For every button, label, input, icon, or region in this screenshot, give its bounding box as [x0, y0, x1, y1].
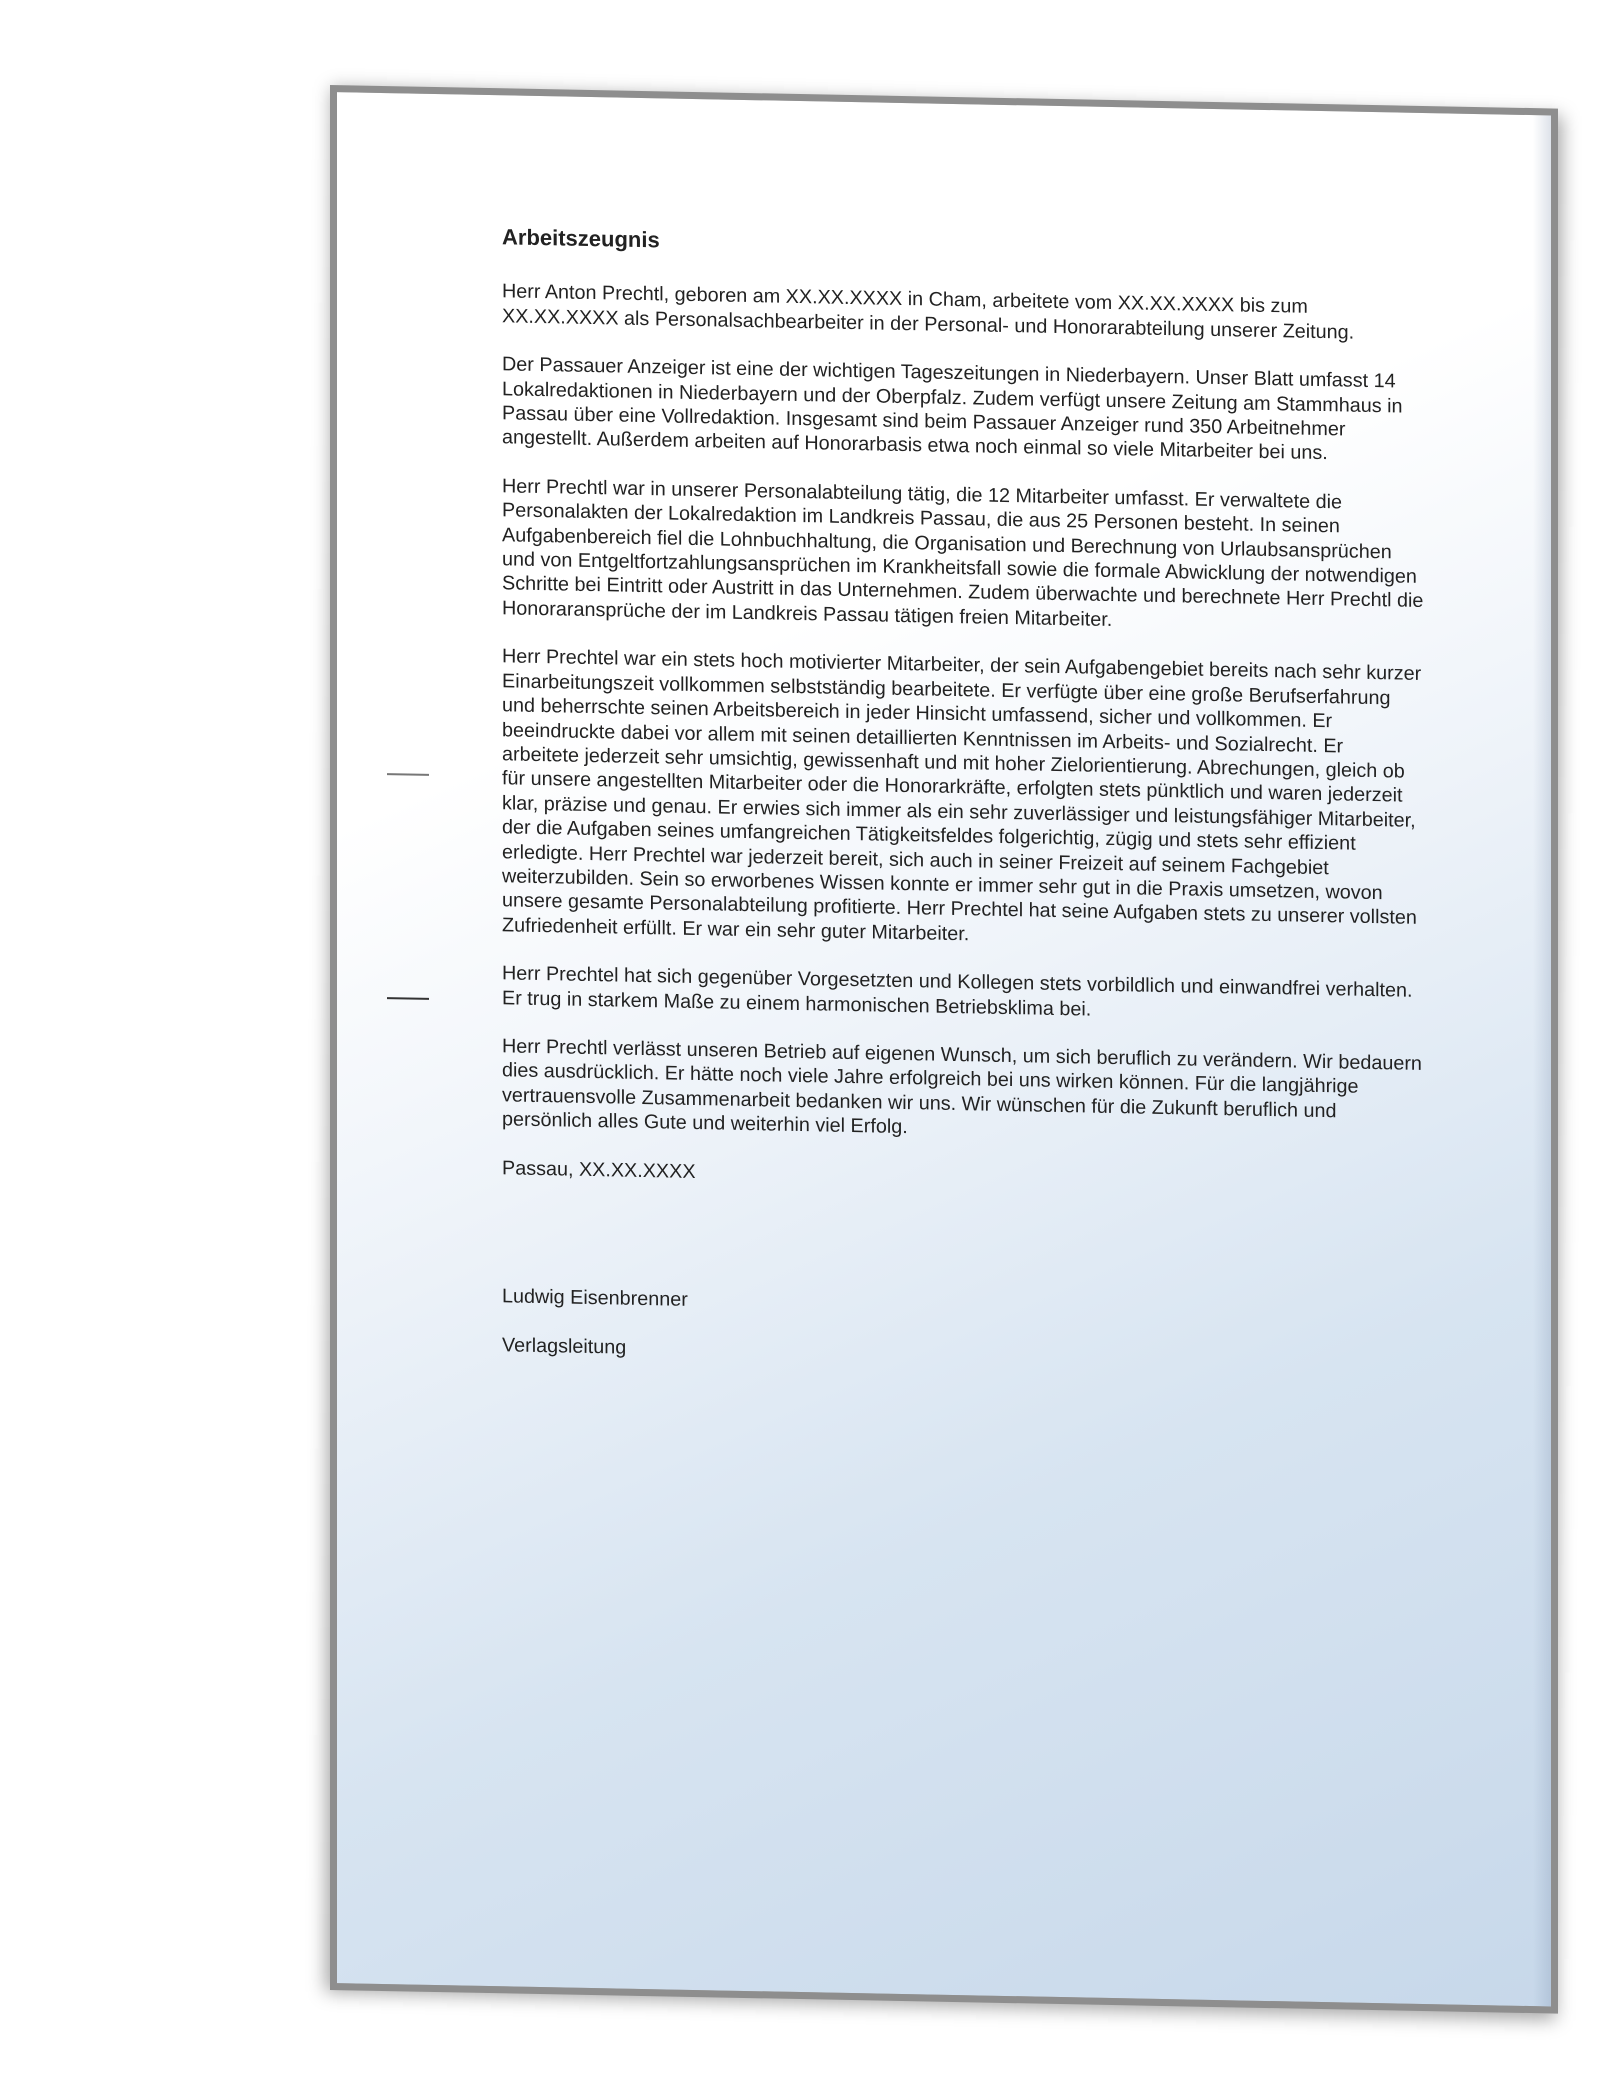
document-page: [330, 85, 1558, 2014]
punch-mark: [387, 997, 429, 1000]
document-body: [502, 225, 1462, 1400]
paragraph-performance: Herr Prechtel war ein stets hoch motivierter Mitarbeiter, der sein Aufgabengebiet bereits nach sehr kurzer Einarbeitungszeit vollkommen selbstständig bearbeitete. Er verfügte über eine große Berufserfahrung und beherrschte seinen Arbeitsbereich in jeder Hinsicht umfassend, sicher und vollkommen. Er beeindruckte dabei vor allem mit seinen detaillierten Kenntnissen im Arbeits- und Sozialrecht. Er arbeitete jederzeit sehr umsichtig, gewissenhaft und mit hoher Zielorientierung. Abrechungen, gleich ob für unsere angestellten Mitarbeiter oder die Honorarkräfte, erfolgten stets pünktlich und waren jederzeit klar, präzise und genau. Er erwies sich immer als ein sehr zuverlässiger und leistungsfähiger Mitarbeiter, der die Aufgaben seines umfangreichen Tätigkeitsfeldes folgerichtig, zügig und stets sehr effizient erledigte. Herr Prechtel war jederzeit bereit, sich auch in seiner Freizeit auf seinem Fachgebiet weiterzubilden. Sein so erworbenes Wissen konnte er immer sehr gut in die Praxis umsetzen, wovon unsere gesamte Personalabteilung profitierte. Herr Prechtel hat seine Aufgaben stets zu unserer vollsten Zufriedenheit erfüllt. Er war ein sehr guter Mitarbeiter.: [502, 645, 1422, 946]
paragraph-conduct: Herr Prechtel hat sich gegenüber Vorgesetzten und Kollegen stets vorbildlich und einwandfrei verhalten. Er trug in starkem Maße zu einem harmonischen Betriebsklima bei.: [502, 962, 1413, 1021]
paragraph-farewell: Herr Prechtl verlässt unseren Betrieb auf eigenen Wunsch, um sich beruflich zu verändern. Wir bedauern dies ausdrücklich. Er hätte noch viele Jahre erfolgreich bei uns wirken können. Für die langjährige vertrauensvolle Zusammenarbeit bedanken wir uns. Wir wünschen für die Zukunft beruflich und persönlich alles Gute und weiterhin viel Erfolg.: [502, 1035, 1422, 1139]
paragraph-company: Der Passauer Anzeiger ist eine der wichtigen Tageszeitungen in Niederbayern. Unser Blatt umfasst 14 Lokalredaktionen in Niederbayern und der Oberpfalz. Zudem verfügt unsere Zeitung am Stammhaus in Passau über eine Vollredaktion. Insgesamt sind beim Passauer Anzeiger rund 350 Arbeitnehmer angestellt. Außerdem arbeiten auf Honorarbasis etwa noch einmal so viele Mitarbeiter bei uns.: [502, 353, 1403, 465]
fold-mark: [387, 773, 429, 776]
document-title: Arbeitszeugnis: [502, 224, 660, 253]
place-date: Passau, XX.XX.XXXX: [502, 1156, 696, 1183]
signature-block: [502, 1260, 1462, 1400]
signature-name: Ludwig Eisenbrenner: [502, 1285, 688, 1312]
paragraph-employment: Herr Anton Prechtl, geboren am XX.XX.XXXX in Cham, arbeitete vom XX.XX.XXXX bis zum XX.XX.XXXX als Personalsachbearbeiter in der Personal- und Honorarabteilung unserer Zeitung.: [502, 280, 1355, 344]
paragraph-duties: Herr Prechtl war in unserer Personalabteilung tätig, die 12 Mitarbeiter umfasst. Er verwaltete die Personalakten der Lokalredaktion im Landkreis Passau, die aus 25 Personen besteht. In seinen Aufgabenbereich fiel die Lohnbuchhaltung, die Organisation und Berechnung von Urlaubsansprüchen und von Entgeltfortzahlungsansprüchen im Krankheitsfall sowie die formale Abwicklung der notwendigen Schritte bei Eintritt oder Austritt in das Unternehmen. Zudem überwachte und berechnete Herr Prechtl die Honoraransprüche der im Landkreis Passau tätigen freien Mitarbeiter.: [502, 475, 1424, 631]
signature-role: Verlagsleitung: [502, 1334, 627, 1359]
